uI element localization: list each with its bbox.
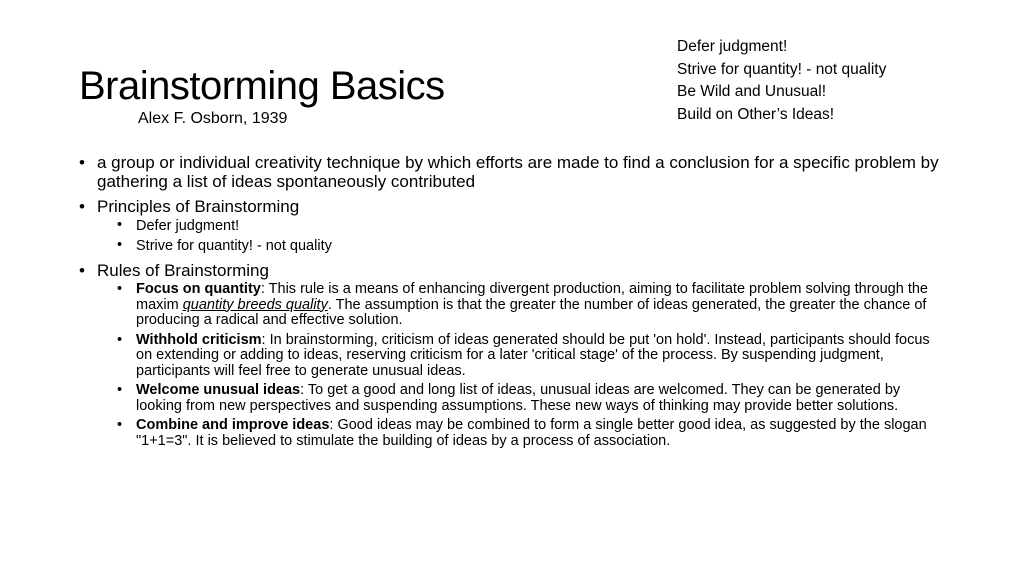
bullet-principles: [79, 197, 949, 255]
slide-subtitle: Alex F. Osborn, 1939: [138, 110, 288, 127]
bullet-rules: [79, 261, 949, 449]
rule-term: Welcome unusual ideas: [136, 382, 301, 398]
bullet-list: [79, 153, 949, 449]
rule-text: : This rule is a means of enhancing divergent production, aiming to facilitate problem solving through the maxim: [136, 281, 928, 313]
bullet-definition: [79, 153, 949, 191]
summary-line: Defer judgment!: [677, 38, 788, 55]
principle-item: [117, 238, 949, 255]
rule-item-withhold-criticism: [117, 333, 949, 380]
bullet-icon: •: [117, 331, 123, 348]
bullet-icon: •: [117, 281, 123, 297]
bullet-text: a group or individual creativity technique by which efforts are made to find a conclusion for a specific problem by gathering a list of ideas spontaneously contributed: [97, 153, 939, 191]
summary-line: Strive for quantity! - not quality: [677, 60, 887, 78]
rule-text: : In brainstorming, criticism of ideas generated should be put 'on hold'. Instead, participants should focus on extending or adding to ideas, reserving criticism for a later 'critical stage' of the process. By suspending judgment, participants will feel free to generate unusual ideas.: [136, 331, 930, 379]
principle-text: Strive for quantity! - not quality: [136, 238, 332, 254]
bullet-text: Principles of Brainstorming: [97, 197, 300, 216]
rule-term: Withhold criticism: [136, 331, 262, 348]
bullet-icon: •: [79, 261, 85, 280]
bullet-icon: •: [117, 217, 123, 233]
bullet-icon: •: [117, 417, 123, 433]
content-body: [79, 153, 949, 455]
bullet-icon: •: [117, 237, 123, 253]
rule-text: : Good ideas may be combined to form a single better good idea, as suggested by the slogan "1+1=3". It is believed to stimulate the building of ideas by a process of association.: [136, 417, 927, 449]
bullet-text: Rules of Brainstorming: [97, 261, 269, 280]
slide-title: Brainstorming Basics: [79, 64, 445, 108]
rule-term: Combine and improve ideas: [136, 417, 330, 433]
summary-line: Be Wild and Unusual!: [677, 83, 827, 100]
rule-text: . The assumption is that the greater the number of ideas generated, the greater the chance of producing a radical and effective solution.: [136, 296, 927, 328]
rule-emphasis: quantity breeds quality: [182, 296, 328, 313]
principle-text: Defer judgment!: [136, 218, 240, 234]
bullet-icon: •: [79, 153, 85, 172]
rule-item-welcome-unusual-ideas: [117, 383, 949, 414]
rules-list: [117, 282, 949, 449]
rule-item-focus-on-quantity: [117, 282, 949, 329]
principles-summary-box: [677, 36, 886, 126]
bullet-icon: •: [117, 382, 123, 398]
rule-text: : To get a good and long list of ideas, unusual ideas are welcomed. They can be generated by looking from new perspectives and suspending assumptions. These new ways of thinking may provide better solutions.: [136, 382, 901, 414]
principles-list: [117, 218, 949, 255]
rule-item-combine-and-improve: [117, 418, 949, 449]
summary-line: Build on Other’s Ideas!: [677, 105, 835, 123]
bullet-icon: •: [79, 197, 85, 216]
principle-item: [117, 218, 949, 235]
rule-term: Focus on quantity: [136, 281, 261, 297]
